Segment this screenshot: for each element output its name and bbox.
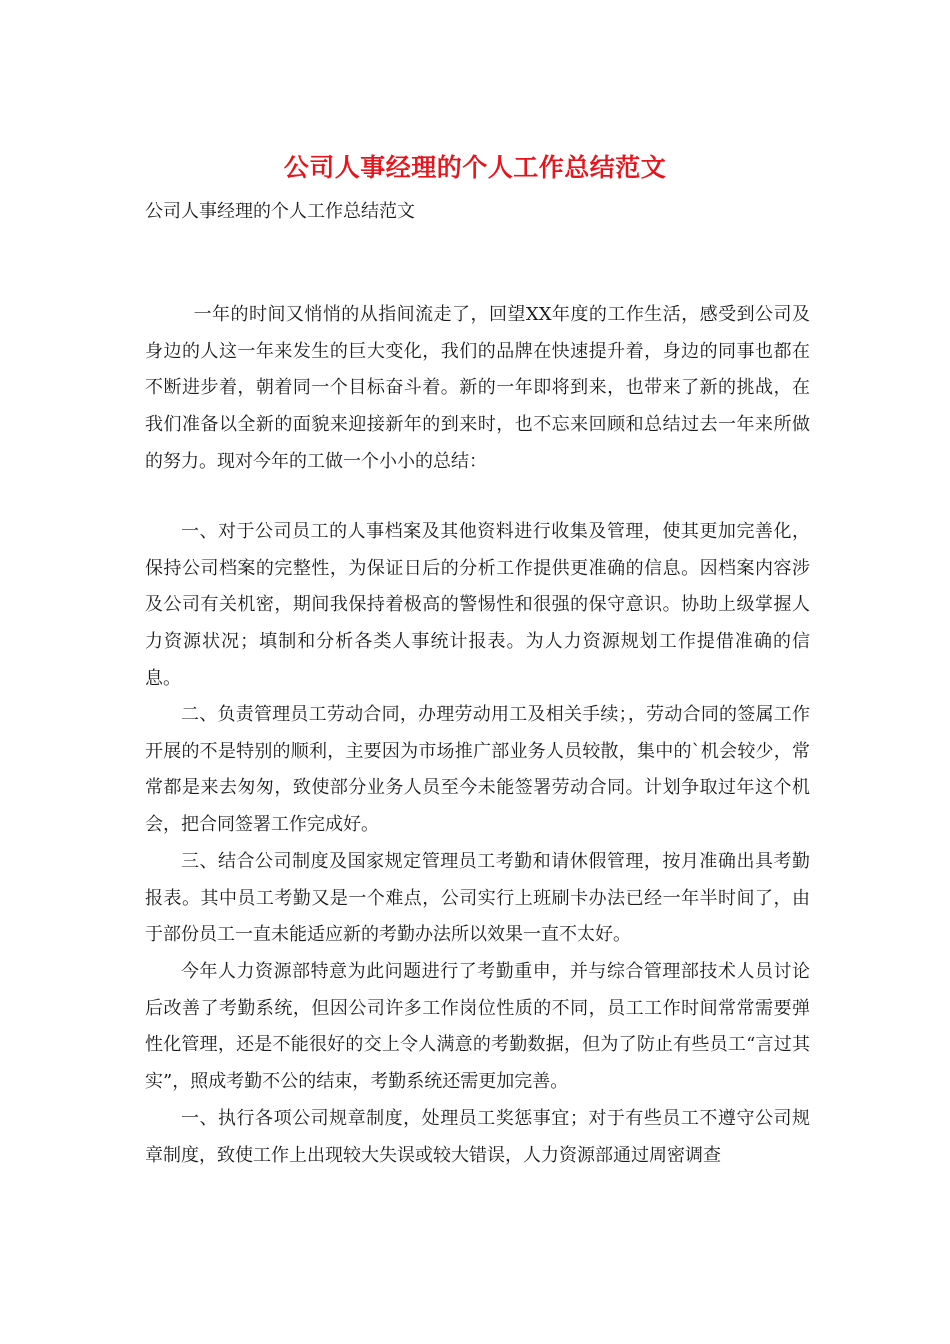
- paragraph-attendance-system: 今年人力资源部特意为此问题进行了考勤重申，并与综合管理部技术人员讨论后改善了考勤系统，但因公司许多工作岗位性质的不同，员工工作时间常常需要弹性化管理，还是不能很好的交上令人满意的考勤数据，但为了防止有些员工“言过其实”，照成考勤不公的结束，考勤系统还需更加完善。: [145, 961, 810, 1093]
- paragraph-rules: 一、执行各项公司规章制度，处理员工奖惩事宜；对于有些员工不遵守公司规章制度，致使工作上出现较大失误或较大错误，人力资源部通过周密调查: [145, 1108, 810, 1166]
- paragraph-intro: 一年的时间又悄悄的从指间流走了，回望XX年度的工作生活，感受到公司及身边的人这一年来发生的巨大变化，我们的品牌在快速提升着，身边的同事也都在不断进步着，朝着同一个目标奋斗着。新的一年即将到来，也带来了新的挑战，在我们准备以全新的面貌来迎接新年的到来时，也不忘来回顾和总结过去一年来所做的努力。现对今年的工做一个小小的总结：: [145, 304, 810, 472]
- document-subtitle: 公司人事经理的个人工作总结范文: [145, 201, 415, 222]
- paragraph-contracts: 二、负责管理员工劳动合同，办理劳动用工及相关手续；，劳动合同的签属工作开展的不是特别的顺利，主要因为市场推广部业务人员较散，集中的`机会较少，常常都是来去匆匆，致使部分业务人员至今未能签署劳动合同。计划争取过年这个机会，把合同签署工作完成好。: [145, 704, 810, 836]
- paragraph-archives: 一、对于公司员工的人事档案及其他资料进行收集及管理，使其更加完善化，保持公司档案的完整性，为保证日后的分析工作提供更准确的信息。因档案内容涉及公司有关机密，期间我保持着极高的警惕性和很强的保守意识。协助上级掌握人力资源状况；填制和分析各类人事统计报表。为人力资源规划工作提借准确的信息。: [145, 521, 810, 689]
- paragraph-attendance: 三、结合公司制度及国家规定管理员工考勤和请休假管理，按月准确出具考勤报表。其中员工考勤又是一个难点，公司实行上班刷卡办法已经一年半时间了，由于部份员工一直未能适应新的考勤办法所以效果一直不太好。: [145, 851, 810, 946]
- document-title: 公司人事经理的个人工作总结范文: [283, 153, 667, 182]
